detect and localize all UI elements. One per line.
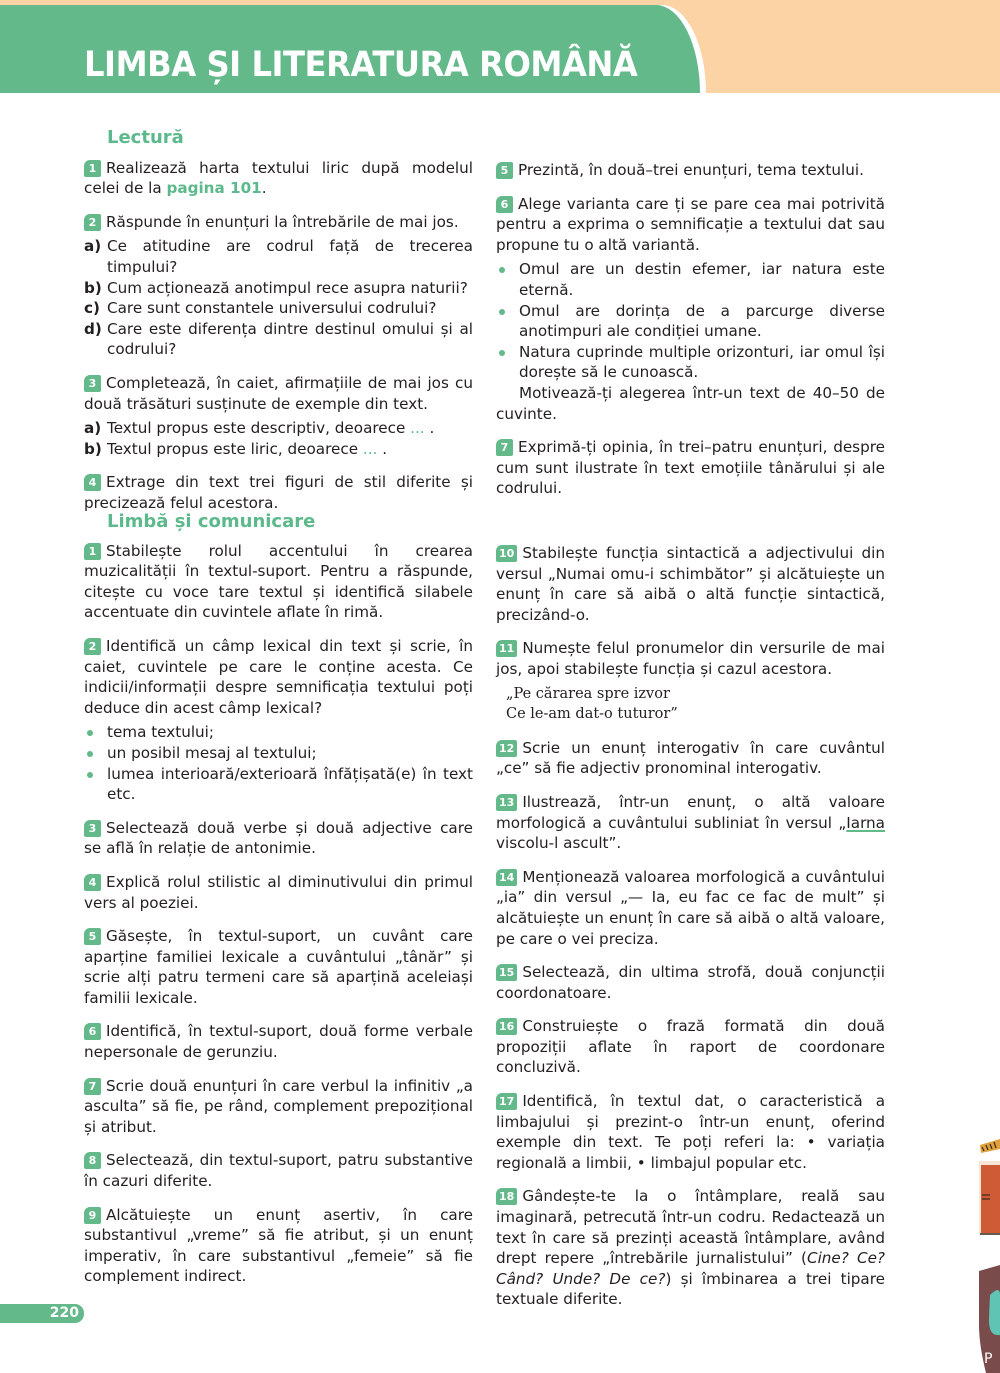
hint-bullet: un posibil mesaj al textului; [84,743,473,764]
task-number-badge: 7 [496,439,513,456]
limba-task-17: 17 Identifică, în textul dat, o caracteristică a limbajului și prezint-o într-un enunț, oferind exemple din text. Te poți referi la: • variația regională a limbii, • limbajul popular etc. [496,1092,885,1172]
limba-task-7: 7 Scrie două enunțuri în care verbul la infinitiv „a asculta” să fie, pe rând, complement prepozițional și atribut. [84,1076,473,1136]
task-number-badge: 3 [84,375,101,392]
task-number-badge: 9 [84,1207,101,1224]
task-number-badge: 5 [496,162,513,179]
limba-task-6: 6 Identifică, în textul-suport, două forme verbale nepersonale de gerunziu. [84,1022,473,1062]
task-number-badge: 4 [84,874,101,891]
task-number-badge: 13 [496,794,517,811]
task-number-badge: 2 [84,214,101,231]
task-number-badge: 14 [496,869,517,886]
limba-task-4: 4 Explică rolul stilistic al diminutivului din primul vers al poeziei. [84,872,473,912]
option-bullet: Omul are un destin efemer, iar natura este eternă. [496,259,885,300]
limba-task-1: 1 Stabilește rolul accentului în crearea muzicalității în textul-suport. Pentru a răspunde, citește cu voce tare textul și identifică silabele accentuate din cuvintele aflate în rimă. [84,541,473,622]
task-number-badge: 5 [84,928,101,945]
page-title: LIMBA ȘI LITERATURA ROMÂNĂ [84,45,638,85]
task-number-badge: 12 [496,740,517,757]
lectura-task-7: 7 Exprimă-ți opinia, în trei–patru enunțuri, despre cum sunt ilustrate în text emoțiile tânărului și ale codrului. [496,438,885,498]
limba-task-13: 13 Ilustrează, într-un enunț, o altă valoare morfologică a cuvântului subliniat în versul „Iarna viscolu-l ascult”. [496,792,885,853]
limba-task-15: 15 Selectează, din ultima strofă, două conjuncții coordonatoare. [496,963,885,1002]
hint-bullet: lumea interioară/exterioară înfățișată(e) în text etc. [84,764,473,805]
page-number: 220 [0,1304,84,1323]
limba-task-18: 18 Gândește-te la o întâmplare, reală sau imaginară, petrecută într-un codru. Redactează un text în care să prezinți această întâmplare, având drept repere „întrebările jurnalistului” (Cine? Ce? Când? Unde? De ce?) și îmbinarea a trei tipare textuale diferite. [496,1187,885,1309]
limba-task-9: 9 Alcătuiește un enunț asertiv, în care substantivul „vreme” să fie atribut, și un enunț imperativ, în care substantivul „femeie” să fie complement indirect. [84,1205,473,1286]
limba-task-5: 5 Găsește, în textul-suport, un cuvânt care aparține familiei lexicale a cuvântului „tânăr” și scrie alți patru termeni care să aparțină aceleiași familii lexicale. [84,927,473,1007]
lectura-task-2: 2 Răspunde în enunțuri la întrebările de mai jos. a) Ce atitudine are codrul față de trecerea timpului? b) Cum acționează anotimpul rece asupra naturii? c) Care sunt constantele universului codrului? d) Care este diferența dintre destinul omului și al codrului? [84,212,473,359]
limba-task-14: 14 Menționează valoarea morfologică a cuvântului „ia” din versul „— Ia, eu fac ce fac de mult” și alcătuiește un enunț în care să aibă o altă valoare, pe care o vei preciza. [496,867,885,948]
sub-statement: a) Textul propus este descriptiv, deoarece ... . [84,419,435,438]
task-followup: Motivează-ți alegerea într-un text de 40–50 de cuvinte. [496,383,885,423]
limba-task-16: 16 Construiește o frază formată din două propoziții aflate în raport de coordonare concluzivă. [496,1017,885,1077]
sub-question: a) Ce atitudine are codrul față de trecerea timpului? [84,237,473,276]
hint-bullet: tema textului; [84,722,473,743]
badge-illustration-icon [978,1265,1000,1373]
sub-question: b) Cum acționează anotimpul rece asupra naturii? [84,278,468,297]
task-number-badge: 10 [496,545,517,562]
underlined-word: Iarna [846,813,885,832]
task-number-badge: 7 [84,1078,101,1095]
limba-task-2: 2 Identifică un câmp lexical din text și scrie, în caiet, cuvintele pe care le conține acesta. Ce indicii/informații despre semnificația textului poți deduce din acest câmp lexical? tema textului; un posibil mesaj al textului; lumea interioară/exterioară înfățișată(e) în text etc. [84,636,473,804]
limba-task-11: 11 Numește felul pronumelor din versurile de mai jos, apoi stabilește funcția și cazul acestora. „Pe cărarea spre izvor Ce le-am dat-o tuturor” [496,638,885,724]
lectura-task-3: 3 Completează, în caiet, afirmațiile de mai jos cu două trăsături susținute de exemple din text. a) Textul propus este descriptiv, deoarece ... . b) Textul propus este liric, deoarece ... . [84,373,473,458]
task-number-badge: 1 [84,543,101,560]
lectura-task-4: 4 Extrage din text trei figuri de stil diferite și precizează felul acestora. [84,473,473,512]
limba-right-column [496,543,885,1323]
task-number-badge: 3 [84,820,101,837]
limba-task-12: 12 Scrie un enunț interogativ în care cuvântul „ce” să fie adjectiv pronominal interogativ. [496,738,885,778]
blank-placeholder: ... [362,439,378,458]
sub-statement: b) Textul propus este liric, deoarece ... . [84,439,388,458]
task-number-badge: 6 [496,196,513,213]
task-number-badge: 8 [84,1152,101,1169]
option-bullet: Omul are dorința de a parcurge diverse anotimpuri ale condiției umane. [496,301,885,342]
task-number-badge: 1 [84,160,101,177]
sub-question: c) Care sunt constantele universului codrului? [84,299,437,318]
svg-text:P: P [984,1351,993,1367]
task-number-badge: 17 [496,1093,517,1110]
limba-left-column [84,512,473,1300]
lectura-task-1: 1 Realizează harta textului liric după modelul celei de la pagina 101. [84,158,473,198]
task-number-badge: 11 [496,640,517,657]
limba-task-10: 10 Stabilește funcția sintactică a adjectivului din versul „Numai omu-i schimbător” și alcătuiește un enunț în care să aibă o altă funcție sintactică, precizând-o. [496,544,885,624]
page-link[interactable]: pagina 101 [166,179,262,198]
italic-questions: Cine? Ce? Când? Unde? De ce? [496,1249,885,1288]
option-bullet: Natura cuprinde multiple orizonturi, iar omul își dorește să le cunoască. [496,342,885,383]
task-number-badge: 4 [84,474,101,491]
section-title-limba: Limbă și comunicare [107,511,316,532]
limba-task-3: 3 Selectează două verbe și două adjective care se află în relație de antonimie. [84,818,473,858]
lectura-task-6: 6 Alege varianta care ți se pare cea mai potrivită pentru a exprima o semnificație a textului dat sau propune tu o altă variantă. Omul are un destin efemer, iar natura este eternă. Omul are dorința de a parcurge diverse anotimpuri ale condiției umane. Natura cuprinde multiple orizonturi, iar omul își dorește să le cunoască. Motivează-ți alegerea într-un text de 40–50 de cuvinte. [496,194,885,423]
book-illustration-icon [978,1135,1000,1235]
limba-task-8: 8 Selectează, din textul-suport, patru substantive în cazuri diferite. [84,1151,473,1191]
task-number-badge: 6 [84,1023,101,1040]
task-number-badge: 15 [496,964,517,981]
lectura-task-5: 5 Prezintă, în două–trei enunțuri, tema textului. [496,160,885,181]
sub-question: d) Care este diferența dintre destinul omului și al codrului? [84,319,473,359]
lectura-left-column [84,128,473,527]
task-number-badge: 18 [496,1188,517,1205]
task-number-badge: 2 [84,638,101,655]
task-number-badge: 16 [496,1018,517,1035]
blank-placeholder: ... [410,419,425,438]
lectura-right-column [496,160,885,512]
section-title-lectura: Lectură [107,127,184,148]
quoted-verse: „Pe cărarea spre izvor Ce le-am dat-o tuturor” [506,685,678,723]
